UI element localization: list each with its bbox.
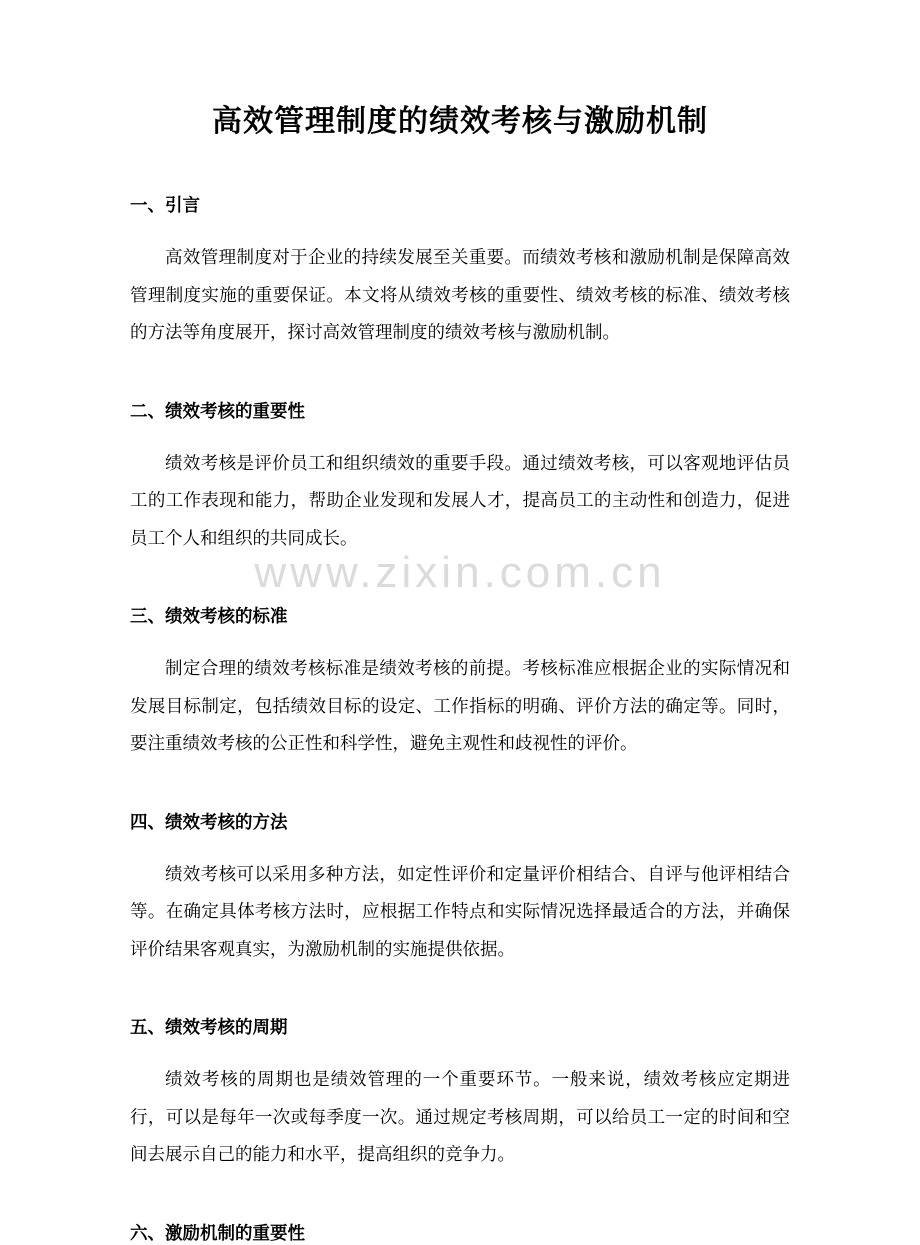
section-importance-of-appraisal [130,398,790,558]
watermark-text: www.zixin.com.cn [254,548,666,597]
section-paragraph: 制定合理的绩效考核标准是绩效考核的前提。考核标准应根据企业的实际情况和发展目标制定，包括绩效目标的设定、工作指标的明确、评价方法的确定等。同时，要注重绩效考核的公正性和科学性，避免主观性和歧视性的评价。 [130,658,790,753]
section-paragraph: 绩效考核可以采用多种方法，如定性评价和定量评价相结合、自评与他评相结合等。在确定具体考核方法时，应根据工作特点和实际情况选择最适合的方法，并确保评价结果客观真实，为激励机制的实施提供依据。 [130,863,790,959]
section-paragraph: 绩效考核是评价员工和组织绩效的重要手段。通过绩效考核，可以客观地评估员工的工作表现和能力，帮助企业发现和发展人才，提高员工的主动性和创造力，促进员工个人和组织的共同成长。 [130,452,790,548]
section-heading: 三、绩效考核的标准 [130,606,288,626]
section-heading: 五、绩效考核的周期 [130,1017,288,1037]
section-heading: 六、激励机制的重要性 [130,1222,305,1243]
section-appraisal-methods [130,809,790,969]
section-heading: 一、引言 [130,195,200,215]
section-importance-of-incentives [130,1220,790,1245]
section-paragraph: 高效管理制度对于企业的持续发展至关重要。而绩效考核和激励机制是保障高效管理制度实施的重要保证。本文将从绩效考核的重要性、绩效考核的标准、绩效考核的方法等角度展开，探讨高效管理制度的绩效考核与激励机制。 [130,247,790,342]
section-heading: 二、绩效考核的重要性 [130,400,305,421]
section-appraisal-cycle [130,1014,790,1174]
section-heading: 四、绩效考核的方法 [130,811,288,832]
section-appraisal-standards [130,603,790,763]
document-title: 高效管理制度的绩效考核与激励机制 [212,105,708,138]
section-introduction [130,192,790,352]
section-paragraph: 绩效考核的周期也是绩效管理的一个重要环节。一般来说，绩效考核应定期进行，可以是每年一次或每季度一次。通过规定考核周期，可以给员工一定的时间和空间去展示自己的能力和水平，提高组织的竞争力。 [130,1069,790,1164]
